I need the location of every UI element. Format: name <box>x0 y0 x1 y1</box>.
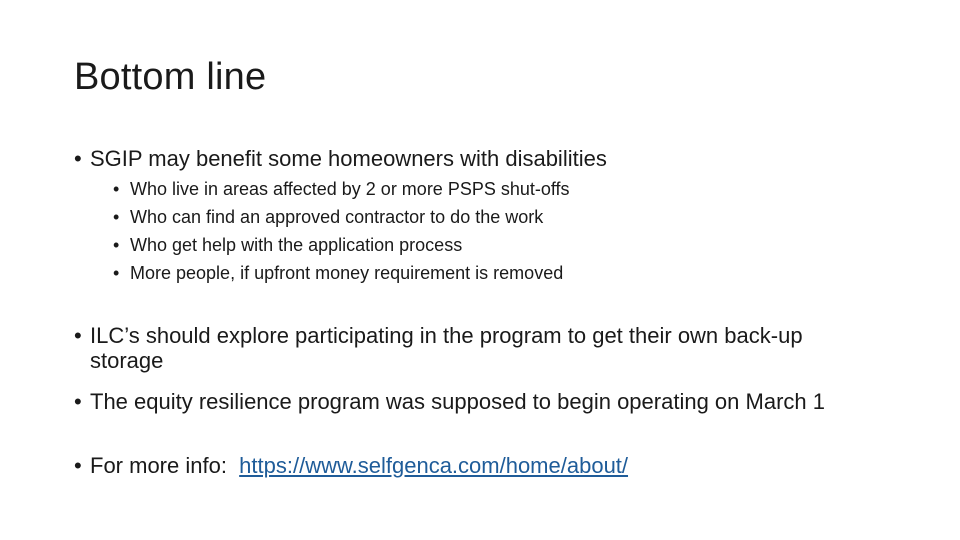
bullet-dot: • <box>113 235 120 255</box>
bullet-dot: • <box>74 146 82 171</box>
slide-title: Bottom line <box>74 56 267 98</box>
sub-bullet-text: Who get help with the application process <box>130 235 463 255</box>
bullet-item <box>74 453 880 478</box>
sub-bullet-text: Who can find an approved contractor to do the work <box>130 207 544 227</box>
bullet-text: SGIP may benefit some homeowners with disabilities <box>90 146 607 171</box>
bullet-item <box>74 323 880 373</box>
bullet-dot: • <box>113 263 120 283</box>
bullet-dot: • <box>113 207 120 227</box>
bullet-text <box>90 453 880 478</box>
bullet-item <box>74 389 880 414</box>
sub-bullet-item <box>113 203 543 231</box>
bullet-dot: • <box>74 389 82 414</box>
sub-bullet-text: More people, if upfront money requirement is removed <box>130 263 564 283</box>
sub-bullet-item <box>113 175 570 203</box>
more-info-label: For more info: <box>90 453 240 478</box>
bullet-dot: • <box>74 453 82 478</box>
more-info-link[interactable]: https://www.selfgenca.com/home/about/ <box>239 453 629 478</box>
sub-bullet-item <box>113 259 563 287</box>
bullet-text: The equity resilience program was supposed to begin operating on March 1 <box>90 389 825 414</box>
sub-bullet-text: Who live in areas affected by 2 or more PSPS shut-offs <box>130 179 570 199</box>
bullet-dot: • <box>74 323 82 348</box>
sub-bullet-item <box>113 231 462 259</box>
bullet-dot: • <box>113 179 120 199</box>
bullet-item <box>74 146 880 171</box>
bullet-text: ILC’s should explore participating in the program to get their own back-up storage <box>90 323 803 373</box>
